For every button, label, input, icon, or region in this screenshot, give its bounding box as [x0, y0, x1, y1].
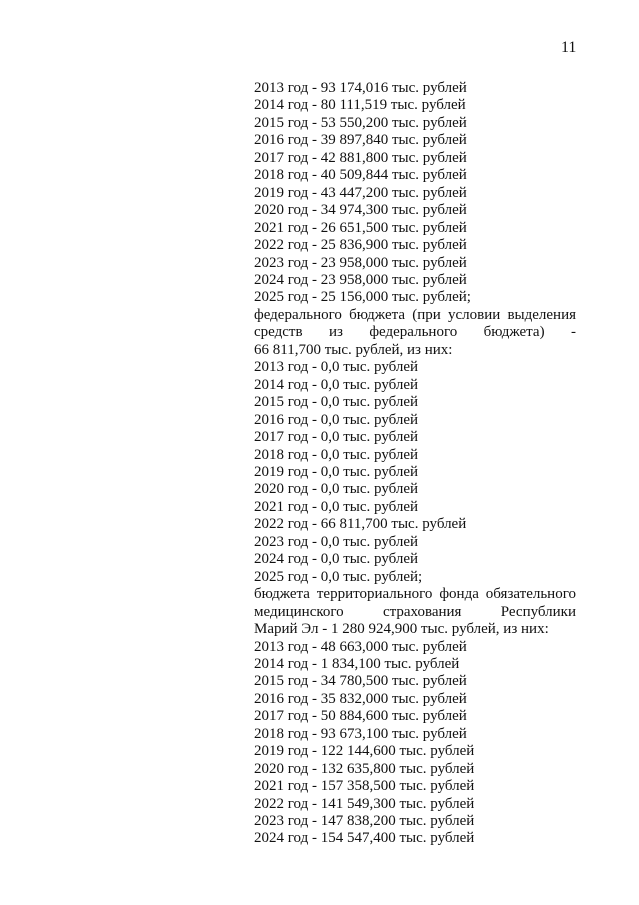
territorial-fund-line-2018: 2018 год - 93 673,100 тыс. рублей — [254, 725, 467, 742]
regional-budget-line-2022: 2022 год - 25 836,900 тыс. рублей — [254, 237, 467, 254]
federal-budget-line-2018: 2018 год - 0,0 тыс. рублей — [254, 446, 419, 463]
federal-budget-line-2019: 2019 год - 0,0 тыс. рублей — [254, 463, 419, 480]
territorial-fund-line-2017: 2017 год - 50 884,600 тыс. рублей — [254, 708, 467, 725]
federal-budget-heading: федерального бюджета (при условии выделения — [254, 306, 576, 323]
federal-budget-line-2023: 2023 год - 0,0 тыс. рублей — [254, 533, 419, 550]
regional-budget-line-2015: 2015 год - 53 550,200 тыс. рублей — [254, 114, 467, 131]
federal-budget-line-2025: 2025 год - 0,0 тыс. рублей; — [254, 568, 423, 585]
territorial-fund-line-2021: 2021 год - 157 358,500 тыс. рублей — [254, 778, 475, 795]
federal-budget-line-2021: 2021 год - 0,0 тыс. рублей — [254, 498, 419, 515]
regional-budget-line-2024: 2024 год - 23 958,000 тыс. рублей — [254, 271, 467, 288]
regional-budget-line-2019: 2019 год - 43 447,200 тыс. рублей — [254, 184, 467, 201]
federal-budget-line-2015: 2015 год - 0,0 тыс. рублей — [254, 394, 419, 411]
territorial-fund-line-2023: 2023 год - 147 838,200 тыс. рублей — [254, 813, 475, 830]
territorial-fund-line-2024: 2024 год - 154 547,400 тыс. рублей — [254, 830, 475, 847]
document-body — [254, 80, 576, 848]
territorial-fund-line-2015: 2015 год - 34 780,500 тыс. рублей — [254, 673, 467, 690]
territorial-fund-line-2022: 2022 год - 141 549,300 тыс. рублей — [254, 795, 475, 812]
regional-budget-line-2023: 2023 год - 23 958,000 тыс. рублей — [254, 254, 467, 271]
page-number: 11 — [561, 39, 577, 56]
territorial-fund-line-2014: 2014 год - 1 834,100 тыс. рублей — [254, 655, 460, 672]
territorial-fund-line-2020: 2020 год - 132 635,800 тыс. рублей — [254, 760, 475, 777]
regional-budget-line-2018: 2018 год - 40 509,844 тыс. рублей — [254, 167, 467, 184]
territorial-fund-line-2013: 2013 год - 48 663,000 тыс. рублей — [254, 638, 467, 655]
regional-budget-line-2013: 2013 год - 93 174,016 тыс. рублей — [254, 80, 467, 96]
federal-budget-line-2014: 2014 год - 0,0 тыс. рублей — [254, 376, 419, 393]
federal-budget-line-2017: 2017 год - 0,0 тыс. рублей — [254, 429, 419, 446]
federal-budget-heading-continued: средств из федерального бюджета) - — [254, 324, 576, 341]
regional-budget-line-2014: 2014 год - 80 111,519 тыс. рублей — [254, 97, 466, 114]
federal-budget-line-2016: 2016 год - 0,0 тыс. рублей — [254, 411, 419, 428]
regional-budget-line-2016: 2016 год - 39 897,840 тыс. рублей — [254, 132, 467, 149]
federal-budget-section — [254, 307, 576, 586]
federal-budget-line-2022: 2022 год - 66 811,700 тыс. рублей — [254, 516, 467, 533]
regional-budget-line-2020: 2020 год - 34 974,300 тыс. рублей — [254, 202, 467, 219]
federal-budget-total: 66 811,700 тыс. рублей, из них: — [254, 341, 453, 358]
regional-budget-line-2017: 2017 год - 42 881,800 тыс. рублей — [254, 149, 467, 166]
federal-budget-line-2020: 2020 год - 0,0 тыс. рублей — [254, 481, 419, 498]
regional-budget-line-2025: 2025 год - 25 156,000 тыс. рублей; — [254, 289, 471, 306]
territorial-fund-heading-continued: медицинского страхования Республики — [254, 603, 576, 620]
territorial-fund-total: Марий Эл - 1 280 924,900 тыс. рублей, из них: — [254, 621, 549, 638]
territorial-fund-heading: бюджета территориального фонда обязательного — [254, 586, 576, 603]
territorial-fund-line-2019: 2019 год - 122 144,600 тыс. рублей — [254, 743, 475, 760]
territorial-fund-section — [254, 586, 576, 848]
regional-budget-list — [254, 80, 576, 307]
federal-budget-line-2013: 2013 год - 0,0 тыс. рублей — [254, 359, 419, 376]
federal-budget-line-2024: 2024 год - 0,0 тыс. рублей — [254, 551, 419, 568]
territorial-fund-line-2016: 2016 год - 35 832,000 тыс. рублей — [254, 690, 467, 707]
regional-budget-line-2021: 2021 год - 26 651,500 тыс. рублей — [254, 219, 467, 236]
